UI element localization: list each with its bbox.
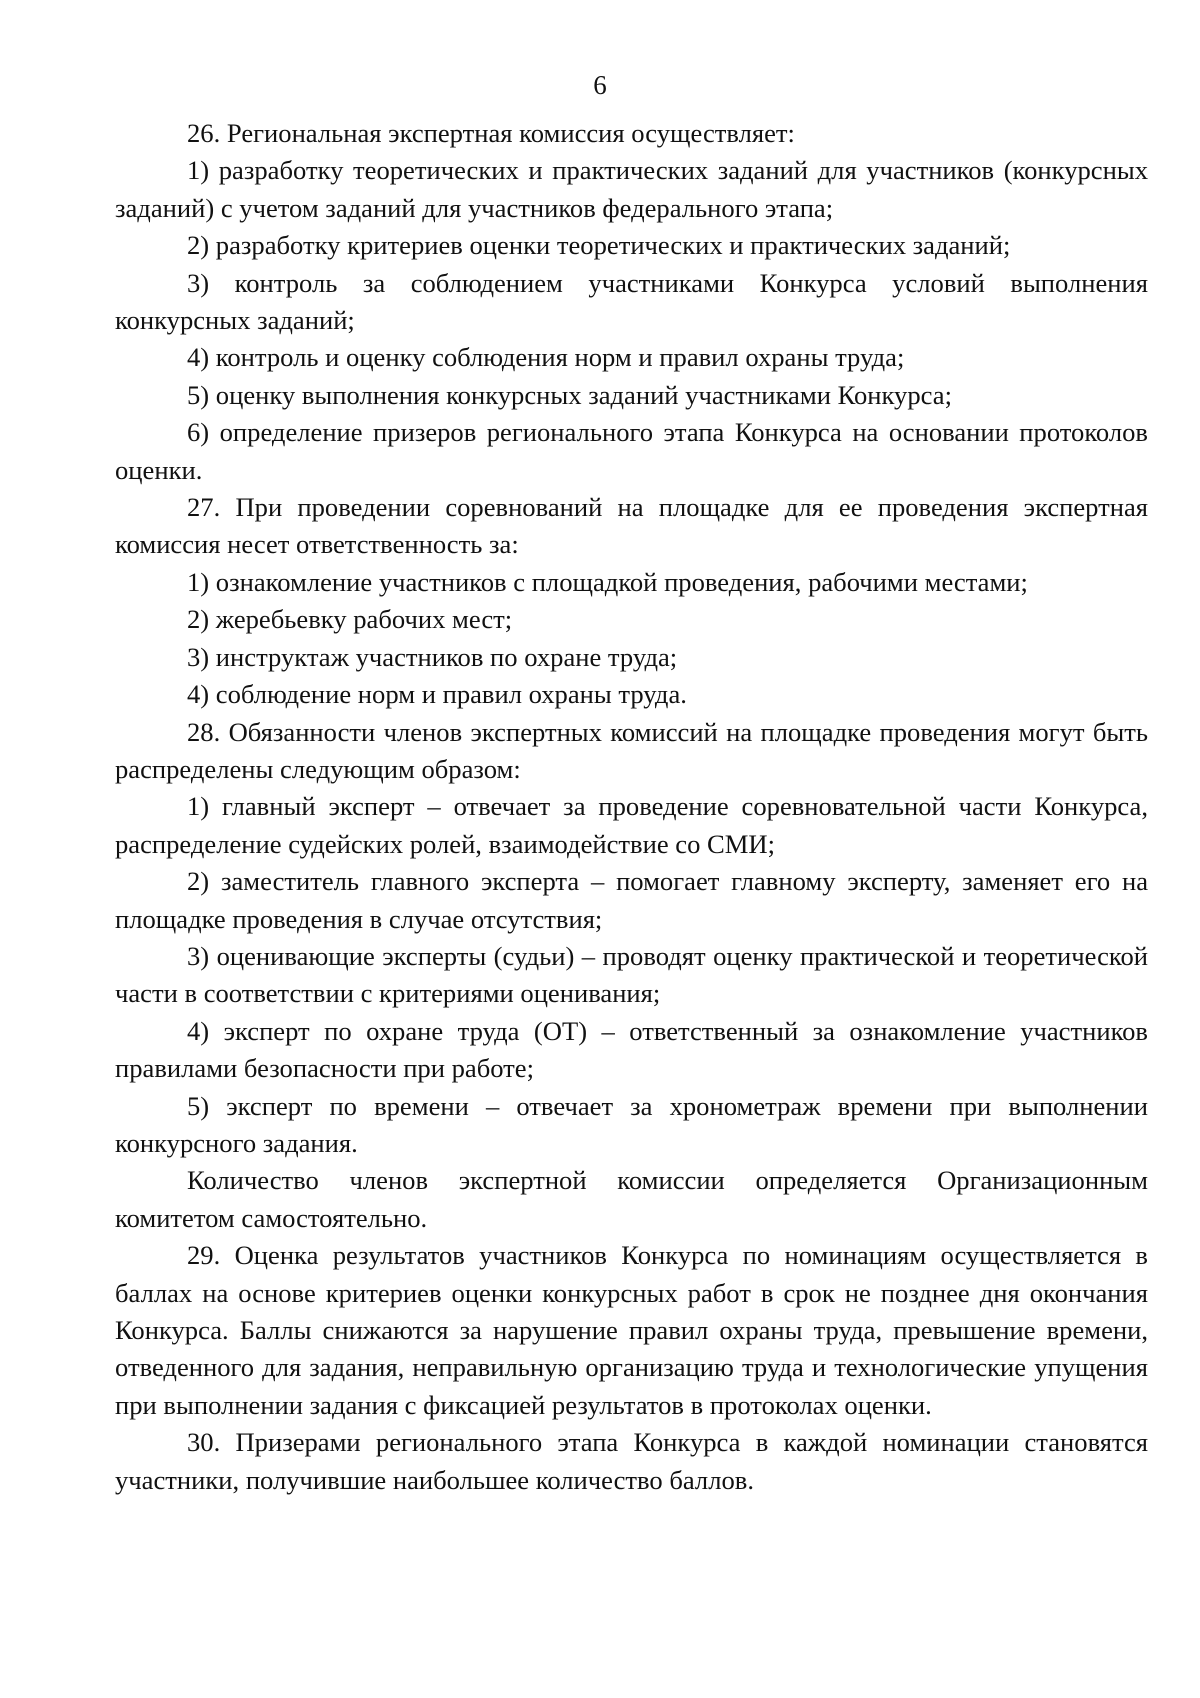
list-item: 2) разработку критериев оценки теоретических и практических заданий; [187, 230, 1011, 261]
page-number: 6 [593, 70, 607, 100]
list-item: 4) эксперт по охране труда (ОТ) – ответственный за ознакомление участников правилами безопасности при работе; [115, 1015, 1148, 1084]
paragraph-27-heading: 27. При проведении соревнований на площадке для ее проведения экспертная комиссия несет ответственность за: [115, 492, 1148, 560]
paragraph-28-heading: 28. Обязанности членов экспертных комиссий на площадке проведения могут быть распределены следующим образом: [115, 716, 1148, 784]
list-item: 4) контроль и оценку соблюдения норм и правил охраны труда; [187, 342, 905, 373]
paragraph-29: 29. Оценка результатов участников Конкурса по номинациям осуществляется в баллах на основе критериев оценки конкурсных работ в срок не позднее дня окончания Конкурса. Баллы снижаются за нарушение правил охраны труда, превышение времени, отведенного для задания, неправильную организацию труда и технологические упущения при выполнении задания с фиксацией результатов в протоколах оценки. [115, 1240, 1148, 1420]
list-item: 6) определение призеров регионального этапа Конкурса на основании протоколов оценки. [115, 417, 1148, 485]
list-item: 3) оценивающие эксперты (судьи) – проводят оценку практической и теоретической части в соответствии с критериями оценивания; [115, 940, 1148, 1009]
list-item: 2) жеребьевку рабочих мест; [187, 604, 513, 635]
list-item: 1) разработку теоретических и практических заданий для участников (конкурсных заданий) с учетом заданий для участников федерального этапа; [115, 155, 1148, 223]
list-item: 5) оценку выполнения конкурсных заданий участниками Конкурса; [187, 379, 952, 410]
list-item: 2) заместитель главного эксперта – помогает главному эксперту, заменяет его на площадке проведения в случае отсутствия; [115, 866, 1148, 934]
paragraph-26-heading: 26. Региональная экспертная комиссия осуществляет: [187, 118, 795, 148]
list-item: 4) соблюдение норм и правил охраны труда. [187, 679, 687, 710]
list-item: 3) контроль за соблюдением участниками Конкурса условий выполнения конкурсных заданий; [115, 267, 1148, 336]
document-body [115, 115, 1148, 1499]
list-item: 5) эксперт по времени – отвечает за хронометраж времени при выполнении конкурсного задания. [115, 1090, 1148, 1158]
paragraph-text: Количество членов экспертной комиссии определяется Организационным комитетом самостоятельно. [115, 1165, 1148, 1233]
list-item: 1) главный эксперт – отвечает за проведение соревновательной части Конкурса, распределение судейских ролей, взаимодействие со СМИ; [115, 791, 1148, 859]
list-item: 1) ознакомление участников с площадкой проведения, рабочими местами; [187, 566, 1028, 597]
paragraph-30: 30. Призерами регионального этапа Конкурса в каждой номинации становятся участники, получившие наибольшее количество баллов. [115, 1427, 1148, 1495]
list-item: 3) инструктаж участников по охране труда; [187, 641, 678, 672]
